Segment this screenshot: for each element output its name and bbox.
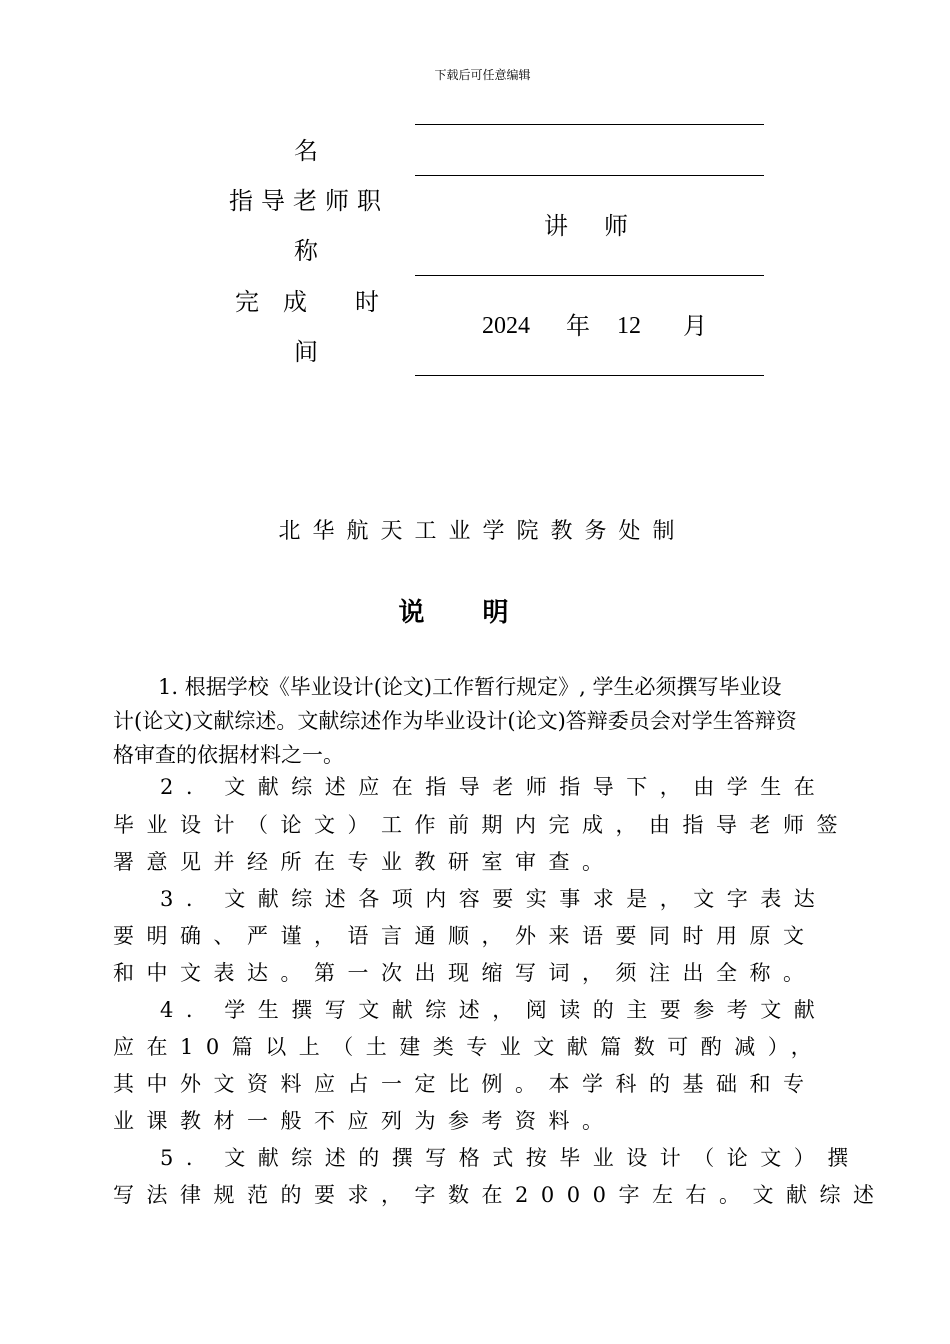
item1-line3: 格审查的依据材料之一。 [113,743,344,767]
item1-line2: 计(论文)文献综述。文献综述作为毕业设计(论文)答辩委员会对学生答辩资 [113,709,797,733]
item2-line1: 2. 文献综述应在指导老师指导下，由学生在 [160,775,828,799]
item3-line2: 要明确、严谨，语言通顺，外来语要同时用原文 [113,924,817,948]
item4-line3: 其中外文资料应占一定比例。本学科的基础和专 [113,1072,817,1096]
advisor-title-label-2: 称 [294,237,318,265]
name-underline [415,124,764,125]
advisor-title-value: 讲 师 [544,212,634,240]
item1-line1: 1. 根据学校《毕业设计(论文)工作暂行规定》, 学生必须撰写毕业设 [158,675,782,699]
advisor-title-label: 指导老师职 [229,187,389,215]
finish-year-unit: 年 [566,312,590,340]
item5-line1: 5. 文献综述的撰写格式按毕业设计（论文）撰 [160,1146,861,1170]
finish-month-unit: 月 [683,312,707,340]
item4-line4: 业课教材一般不应列为参考资料。 [113,1109,616,1133]
download-note: 下载后可任意编辑 [434,68,531,82]
issuing-office: 北华航天工业学院教务处制 [278,519,687,544]
item4-line1: 4. 学生撰写文献综述，阅读的主要参考文献 [160,998,828,1022]
finish-month: 12 [617,313,641,339]
item4-line2: 应在10篇以上（土建类专业文献篇数可酌减）， [113,1035,825,1059]
item2-line2: 毕业设计（论文）工作前期内完成，由指导老师签 [113,813,850,837]
finish-time-label-2: 间 [294,338,318,366]
item3-line1: 3. 文献综述各项内容要实事求是，文字表达 [160,887,828,911]
name-label-tail: 名 [294,137,318,165]
name-field-line [415,175,764,176]
item3-line3: 和中文表达。第一次出现缩写词，须注出全称。 [113,961,817,985]
finish-time-label: 完 成 时 [235,288,379,316]
notes-title: 说明 [398,598,567,628]
finish-time-line [415,375,764,376]
finish-year: 2024 [482,313,530,339]
item5-line2: 写法律规范的要求，字数在2000字左右。文献综述 [113,1183,887,1207]
advisor-title-line [415,275,764,276]
item2-line3: 署意见并经所在专业教研室审查。 [113,850,616,874]
